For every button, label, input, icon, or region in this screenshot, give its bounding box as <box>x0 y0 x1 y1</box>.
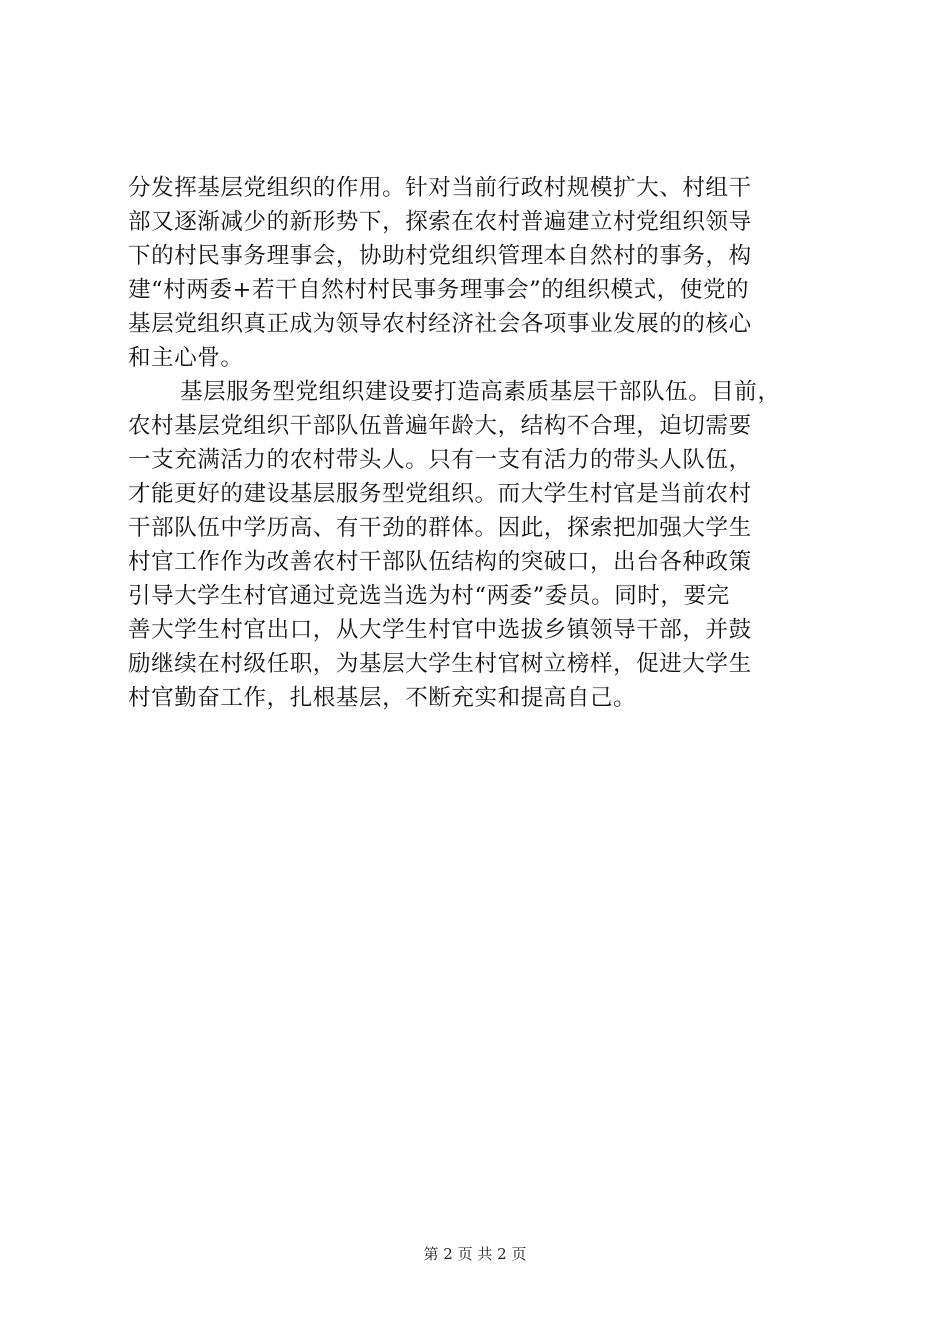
paragraph-line: 才能更好的建设基层服务型党组织。而大学生村官是当前农村 <box>128 481 752 507</box>
paragraph-line: 农村基层党组织干部队伍普遍年龄大，结构不合理，迫切需要 <box>128 413 752 439</box>
paragraph-line: 一支充满活力的农村带头人。只有一支有活力的带头人队伍， <box>128 447 752 473</box>
paragraph-line: 基层服务型党组织建设要打造高素质基层干部队伍。目前， <box>180 379 781 405</box>
paragraph-line: 善大学生村官出口，从大学生村官中选拔乡镇领导干部，并鼓 <box>128 617 752 643</box>
page-number-footer: 第 2 页 共 2 页 <box>423 1245 527 1263</box>
paragraph-line: 励继续在村级任职，为基层大学生村官树立榜样，促进大学生 <box>128 651 752 677</box>
paragraph-line: 基层党组织真正成为领导农村经济社会各项事业发展的的核心 <box>128 311 752 337</box>
paragraph-line: 引导大学生村官通过竞选当选为村“两委”委员。同时，要完 <box>128 583 730 609</box>
paragraph-line: 下的村民事务理事会，协助村党组织管理本自然村的事务，构 <box>128 243 752 269</box>
paragraph-line: 部又逐渐减少的新形势下，探索在农村普遍建立村党组织领导 <box>128 209 752 235</box>
paragraph-line: 建“村两委+若干自然村村民事务理事会”的组织模式，使党的 <box>128 277 750 303</box>
paragraph-line: 村官勤奋工作，扎根基层，不断充实和提高自己。 <box>128 685 637 711</box>
paragraph-line: 村官工作作为改善农村干部队伍结构的突破口，出台各种政策 <box>128 549 752 575</box>
paragraph-line: 分发挥基层党组织的作用。针对当前行政村规模扩大、村组干 <box>128 175 752 201</box>
paragraph-line: 和主心骨。 <box>128 345 244 371</box>
paragraph-line: 干部队伍中学历高、有干劲的群体。因此，探索把加强大学生 <box>128 515 752 541</box>
